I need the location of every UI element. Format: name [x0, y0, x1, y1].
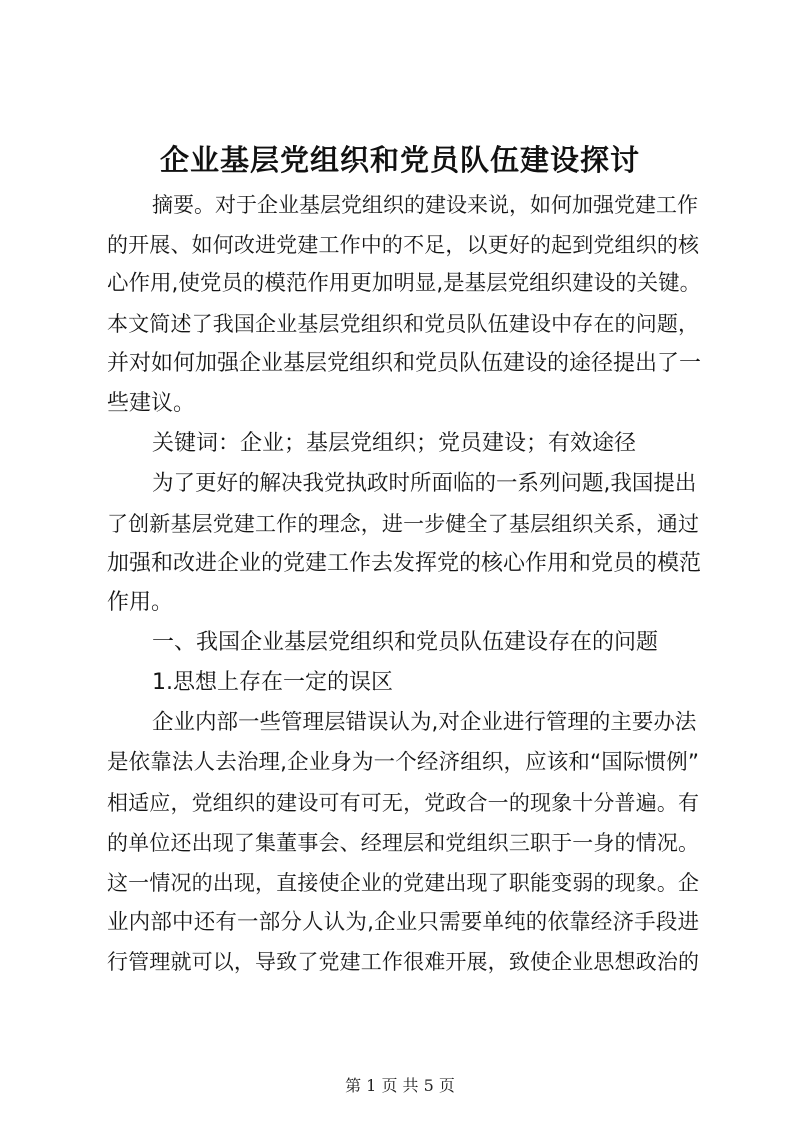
abstract-line-5: 并对如何加强企业基层党组织和党员队伍建设的途径提出了一	[107, 351, 702, 376]
abstract-line-1: 摘要。对于企业基层党组织的建设来说，如何加强党建工作	[152, 193, 698, 217]
body-line-3: 相适应，党组织的建设可有可无，党政合一的现象十分普遍。有	[107, 791, 699, 815]
body-line-4: 的单位还出现了集董事会、经理层和党组织三职于一身的情况。	[107, 831, 699, 855]
intro-line-4: 作用。	[107, 590, 174, 615]
abstract-line-3: 心作用,使党员的模范作用更加明显,是基层党组织建设的关键。	[107, 271, 702, 296]
intro-line-1: 为了更好的解决我党执政时所面临的一系列问题,我国提出	[152, 471, 697, 496]
body-line-7: 行管理就可以，导致了党建工作很难开展，致使企业思想政治的	[107, 950, 699, 974]
subsection-heading-1: 1.思想上存在一定的误区	[152, 670, 393, 695]
abstract-line-4: 本文简述了我国企业基层党组织和党员队伍建设中存在的问题，	[107, 312, 699, 336]
section-heading-1: 一、我国企业基层党组织和党员队伍建设存在的问题	[152, 630, 659, 655]
body-line-2: 是依靠法人去治理,企业身为一个经济组织，应该和“国际惯例”	[107, 750, 699, 775]
keywords-line: 关键词：企业；基层党组织；党员建设；有效途径	[152, 431, 637, 456]
body-line-6: 业内部中还有一部分人认为,企业只需要单纯的依靠经济手段进	[107, 910, 699, 935]
abstract-line-2: 的开展、如何改进党建工作中的不足，以更好的起到党组织的核	[107, 233, 699, 257]
intro-line-3: 加强和改进企业的党建工作去发挥党的核心作用和党员的模范	[107, 551, 702, 576]
intro-line-2: 了创新基层党建工作的理念，进一步健全了基层组织关系，通过	[107, 512, 699, 536]
body-line-1: 企业内部一些管理层错误认为,对企业进行管理的主要办法	[152, 710, 697, 735]
page-number-footer: 第 1 页 共 5 页	[345, 1076, 455, 1095]
body-line-5: 这一情况的出现，直接使企业的党建出现了职能变弱的现象。企	[107, 871, 699, 895]
document-title: 企业基层党组织和党员队伍建设探讨	[159, 143, 640, 177]
abstract-line-6: 些建议。	[107, 391, 196, 416]
